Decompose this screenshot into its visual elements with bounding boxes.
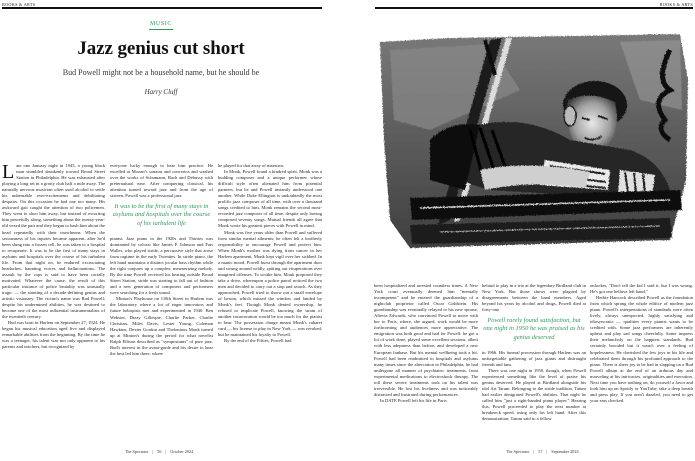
headline: Jazz genius cut short (77, 38, 245, 59)
section-label: BOOKS & ARTS (2, 2, 36, 7)
footer-issue: October 2024 (170, 449, 194, 454)
paragraph: onlooker, "Don't tell the kid I said it, but I was wrong. He's got one helluva left hand." (590, 283, 693, 295)
paragraph: Late one January night in 1945, a young black man stumbled drunkenly toward Broad Street Station in Philadelphia. He was exhausted after playing a long set in a grotty club half a mile away. The naturally nervous musician often used alcohol to settle his unbearable over-excitements and debilitating despairs. On this occasion he had one too many. His awkward gait caught the attention of two policemen. They went to shoo him away, but instead of escorting him peacefully along, something about the twenty-year-old vexed the pair and they began to bash him about the head repeatedly with their truncheons. When the seriousness of his injuries became apparent, after he'd been slung into a frozen cell, he was taken to a hospital to recuperate. It was to be the first of many stays in asylums and hospitals over the course of his turbulent life. From that night on, he endured excruciating headaches, haunting voices and hallucinations. The assault by the cops is said to have been racially motivated. Whatever the cause, the result of this particular instance of police brutality was unusually tragic — the stunting of a decade-defining genius and artistic visionary. The victim's name was Bud Powell; despite his undermined abilities, he was destined to become one of the most influential instrumentalists of the twentieth century. (2, 161, 105, 320)
header-rule (2, 7, 322, 9)
paragraph: everyone lucky enough to hear him practice. He excelled at Mozart's sonatas and concertos and washed over the works of Schumann, Bach and Debussy with preternatural ease. After conquering classical, his attention turned toward jazz and from the age of sixteen, Powell was a professional jazz (110, 163, 213, 199)
article-column-2 (110, 163, 213, 357)
paragraph: Bud was born in Harlem on September 27, 1924. He began his musical education aged five and displayed remarkable abilities from the beginning. By the time he was a teenager, his talent was not only apparent to his parents and teachers, but recognized by (2, 320, 105, 350)
kicker-underline (149, 29, 173, 30)
footer-publication: The Spectator (506, 449, 530, 454)
drop-cap: L (2, 161, 15, 183)
paragraph: he played for that array of maestros. (218, 163, 285, 168)
article-column-1 (2, 163, 105, 350)
article-column-1 (374, 283, 478, 404)
paragraph: By the end of the Fifties, Powell had (224, 338, 292, 344)
right-page (348, 0, 695, 461)
paragraph: been hospitalized and arrested countless times. A New York court eventually deemed him "mentally incompetent" and he entered the guardianship of a nightclub proprietor called Oscar Goldstein. His guardianship was eventually relayed to his new spouse, Altevia Edwards, who convinced Powell to move with her to Paris, where, she argued, work would be more forthcoming and audiences more appreciative. The emigration was both good and bad for Powell: he got a lot of work done, played some excellent sessions, albeit with less adeptness than before, and developed a new European fanbase. But his mental wellbeing took a hit. Powell had been readmitted to hospitals and asylums many times since the altercation in Philadelphia; he had undergone all manner of psychiatric treatments, from experimental medications to electroshock therapy. The toll these severe treatments took on his talent was irreversible. He lost his liveliness and was noticeably distracted and frustrated during performances. (374, 283, 478, 397)
standfirst: Bud Powell might not be a household name, but he should be (62, 68, 260, 77)
article-column-3 (218, 163, 322, 344)
paragraph: In DATE Powell left his life in Paris (380, 397, 447, 403)
kicker-music: MUSIC (149, 21, 172, 27)
paragraph: Herbie Hancock described Powell as the foundation from which sprang the whole edifice of modern jazz piano. Powell's interpretations of standards were often lively, always unexpected, highly satisfying and idiosyncratic — qualities every pianist wants to be credited with. Some jazz performers are inherently upbeat and play sad songs cheerfully. Some impress their melancholy on the happiest standards. Bud certainly brooded but it wasn't over a feeling of hopelessness. He cherished the few joys in his life and celebrated them through his profound approach to the piano. There is sheer joy to be had in slapping on a Bud Powell album at the end of an arduous day and marveling at his intricacies, originalities and execution. Next time you have nothing on, do yourself a favor and look him up on Spotify or YouTube, take a deep breath and press play. If you aren't dazzled, you need to get your ears checked. (590, 295, 693, 403)
paragraph: in 1966. His funeral procession through Harlem was an unforgettable gathering of jazz giants and distraught friends and fans. (482, 349, 586, 367)
left-page (0, 0, 347, 461)
paragraph: In Monk, Powell found a kindred spirit. Monk was a budding composer and a unique performer whose difficult style often alienated him from potential partners, but he and Powell instantly understood one another. While Duke Ellington is undoubtedly the most prolific jazz composer of all time, with over a thousand songs credited to him, Monk remains the second most-recorded jazz composer of all time, despite only having composed seventy songs. Mutual friends all agree that Monk wrote his greatest pieces with Powell in mind. (218, 169, 322, 229)
paragraph: Minton's Playhouse on 118th Street in Harlem was the laboratory where a lot of eager innovators and future bebopists met and experimented in 1940. Ben Webster, Dizzy Gillespie, Charlie Parker, Charlie Christian, Miles Davis, Lester Young, Coleman Hawkins, Dexter Gordon and Thelonious Monk turned up at Minton's during the period for what novelist Ralph Ellison described as "symposiums" of pure jazz. Bud's interest in the avant-garde and his desire to hear the best led him there, where (110, 296, 213, 356)
byline: Harry Cluff (144, 88, 178, 96)
article-column-3 (590, 283, 693, 404)
footer-page-number: 56 (157, 449, 162, 454)
page-footer: The Spectator | 56 | October 2024 (125, 449, 194, 454)
footer-page-number: 57 (538, 449, 543, 454)
page-footer: The Spectator | 57 | September 2024 (506, 449, 579, 454)
pull-quote: Powell rarely found satisfaction, but one night in 1950 he was praised as his genius deserved (483, 317, 585, 341)
paragraph: pianist. Jazz piano in the 1920s and Thirties was dominated by colossi like James P. Johnson and Fats Waller, who played stride, a percussive style that arose from ragtime in the early Twenties. In stride piano, the left hand maintains a distinct jocular bass rhythm while the right conjures up a complex, mesmerizing melody. By the time Powell received his beating outside Broad Street Station, stride was starting to fall out of fashion and a new generation of composers and performers were searching for a fresh sound. (110, 235, 213, 296)
footer-issue: September 2024 (551, 449, 579, 454)
section-label: BOOKS & ARTS (659, 2, 693, 7)
paragraph: There was one night in 1950, though, when Powell experienced something like the level of praise his genius deserved. He played at Birdland alongside his idol Art Tatum. Belonging to the stride tradition, Tatum had earlier denigrated Powell's abilities. That night he called him "just a right-handed piano player." Hearing this, Powell proceeded to play the next number at breakneck speed, using only his left hand. After this demonstration, Tatum said to a fellow (482, 367, 586, 422)
footer-publication: The Spectator (125, 449, 149, 454)
header-rule (375, 7, 693, 9)
pull-quote: It was to be the first of many stays in asylums and hospitals over the course of his turbulent life (112, 203, 211, 227)
paragraph: behind to play in a trio at the legendary Birdland club in New York. But those shows were plagued by disagreements between the band members. Aged beyond his years by alcohol and drugs, Powell died at forty-one (482, 283, 586, 313)
paragraph: Monk was five years older than Powell and suffered from similar mental ailments; he often felt a brotherly responsibility to encourage Powell and protect him. When Monk's mother was dying from cancer in her Harlem apartment, Monk kept vigil over her sickbed. In a manic mood, Powell burst through the apartment door and swung around wildly, spitting out vituperations over imagined offenses. To soothe him, Monk proposed they take a drive, whereupon a police patrol noticed the two men and decided to carry out a stop and search. As they approached, Powell tried to throw out a small envelope of heroin, which missed the window and landed by Monk's feet. Though Monk denied ownership, he refused to implicate Powell, knowing the strain of another incarceration would be too much for the pianist to bear. The possession charge meant Monk's cabaret card — his license to play in New York — was revoked, but he maintained his loyalty to Powell. (218, 229, 322, 338)
article-column-2 (482, 283, 586, 422)
charcoal-illustration-pianist-icon (370, 20, 692, 252)
